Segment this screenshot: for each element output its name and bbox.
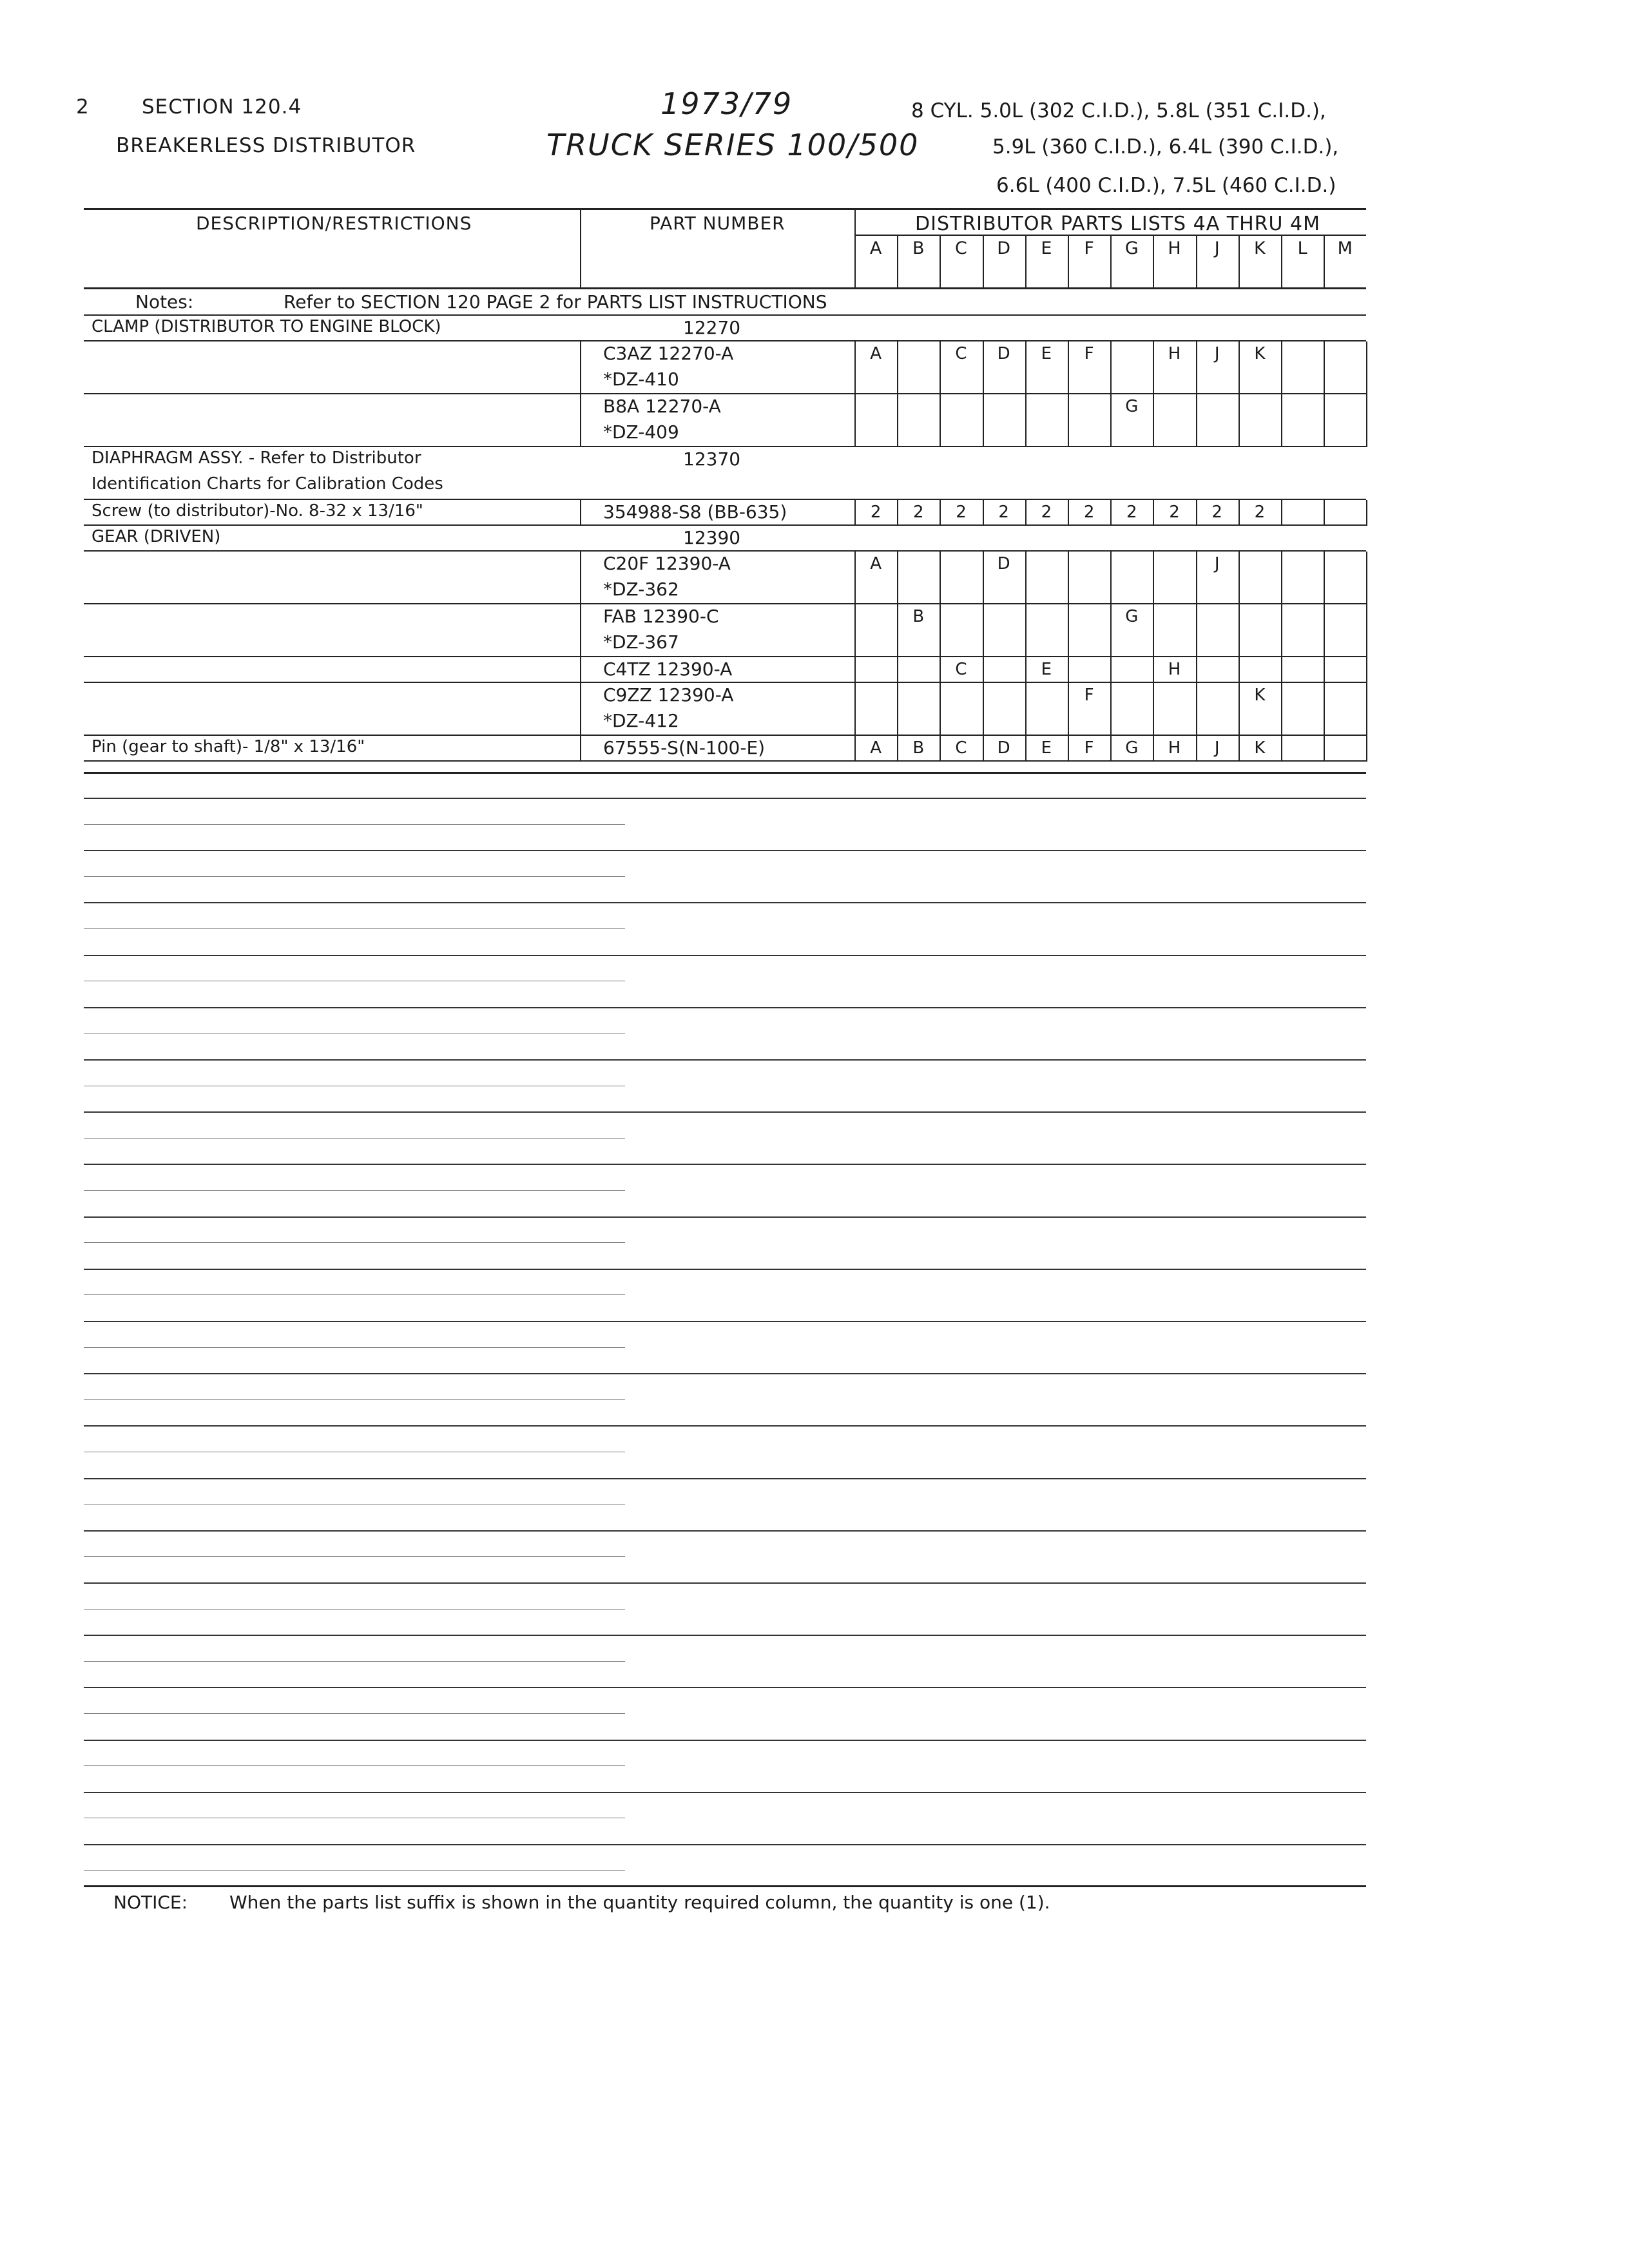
qty-grid-line [1324, 604, 1325, 657]
blank-line [84, 1164, 1366, 1165]
row-part-number: C4TZ 12390-A [603, 658, 733, 680]
list-letter-d: D [997, 238, 1011, 258]
qty-grid-line [940, 552, 941, 604]
row-part-number: 67555-S(N-100-E) [603, 737, 766, 758]
qty-grid-line [854, 604, 856, 657]
blank-line [84, 1870, 625, 1871]
qty-grid-line [1324, 683, 1325, 736]
blank-line [84, 1216, 1366, 1218]
qty-grid-line [1110, 394, 1112, 447]
qty-grid-line [1324, 341, 1325, 394]
blank-line [84, 955, 1366, 956]
engine-line-2: 5.9L (360 C.I.D.), 6.4L (390 C.I.D.), [992, 135, 1339, 159]
qty-grid-line [983, 394, 984, 447]
blank-line [84, 850, 1366, 851]
qty-grid-line [1196, 683, 1197, 736]
qty-grid-line [1153, 394, 1154, 447]
qty-grid-line [897, 657, 898, 683]
qty-grid-line [940, 341, 941, 394]
row-part-number: FAB 12390-C [603, 606, 719, 627]
blank-line [84, 1269, 1366, 1270]
qty-grid-line [854, 341, 856, 394]
qty-cell-h: 2 [1169, 503, 1180, 522]
qty-grid-line [1366, 341, 1367, 394]
blank-line [84, 1347, 625, 1348]
qty-grid-line [1324, 500, 1325, 526]
row-rule [84, 499, 580, 500]
list-letter-divider [897, 236, 898, 287]
qty-grid-line [1110, 657, 1112, 683]
qty-cell-j: J [1214, 344, 1220, 363]
qty-grid-line [1281, 394, 1282, 447]
qty-grid-line [897, 604, 898, 657]
qty-grid-line [1153, 341, 1154, 394]
section-title: BREAKERLESS DISTRIBUTOR [116, 134, 416, 157]
qty-grid-line [1110, 341, 1112, 394]
qty-grid-line [1153, 500, 1154, 526]
qty-cell-c: C [955, 344, 967, 363]
qty-cell-d: D [997, 344, 1010, 363]
blank-line [84, 1765, 625, 1766]
blank-line [84, 824, 625, 825]
list-letter-divider [1025, 236, 1027, 287]
table-bottom-rule [84, 772, 1366, 774]
qty-cell-k: 2 [1254, 503, 1266, 522]
qty-grid-line [983, 341, 984, 394]
qty-grid-line [1196, 500, 1197, 526]
qty-grid-line [1281, 657, 1282, 683]
qty-grid-line [897, 394, 898, 447]
qty-grid-line [1068, 657, 1069, 683]
qty-cell-b: B [912, 607, 925, 626]
blank-line [84, 1059, 1366, 1061]
qty-grid-line [1281, 341, 1282, 394]
list-letter-divider [983, 236, 984, 287]
row-rule-right [580, 340, 1366, 341]
qty-grid-line [983, 604, 984, 657]
blank-line [84, 1373, 1366, 1374]
qty-grid-line [1281, 736, 1282, 762]
row-description: CLAMP (DISTRIBUTOR TO ENGINE BLOCK) [92, 317, 441, 336]
row-part-number-code: *DZ-367 [603, 631, 679, 653]
blank-line [84, 1844, 1366, 1845]
qty-grid-line [940, 394, 941, 447]
blank-line [84, 1294, 625, 1295]
blank-line [84, 1740, 1366, 1741]
qty-grid-line [1239, 394, 1240, 447]
qty-grid-line [1025, 500, 1027, 526]
qty-grid-line [1068, 683, 1069, 736]
row-part-number: B8A 12270-A [603, 396, 721, 417]
qty-grid-line [1068, 736, 1069, 762]
qty-grid-line [940, 604, 941, 657]
qty-grid-line [1239, 500, 1240, 526]
blank-line [84, 1111, 1366, 1113]
qty-cell-h: H [1168, 344, 1181, 363]
notice-text: When the parts list suffix is shown in the quantity required column, the quantity is one (1). [229, 1892, 1050, 1913]
row-part-number: C3AZ 12270-A [603, 343, 734, 364]
qty-grid-line [983, 552, 984, 604]
blank-line [84, 1530, 1366, 1532]
row-part-number: 12370 [683, 448, 741, 470]
qty-grid-line [1153, 683, 1154, 736]
engine-line-3: 6.6L (400 C.I.D.), 7.5L (460 C.I.D.) [996, 174, 1336, 197]
qty-cell-h: H [1168, 738, 1181, 758]
blank-line [84, 1556, 625, 1557]
qty-grid-line [1366, 552, 1367, 604]
row-rule [84, 735, 1366, 736]
qty-cell-g: G [1125, 397, 1139, 416]
qty-cell-a: A [870, 738, 882, 758]
row-part-number-code: *DZ-410 [603, 369, 679, 390]
blank-line [84, 1713, 625, 1714]
qty-cell-e: E [1041, 660, 1052, 679]
qty-grid-line [854, 552, 856, 604]
list-letter-g: G [1124, 238, 1139, 258]
qty-grid-line [1068, 604, 1069, 657]
row-rule [84, 682, 1366, 683]
qty-cell-g: G [1125, 738, 1139, 758]
list-letter-e: E [1041, 238, 1052, 258]
list-letter-divider [1068, 236, 1069, 287]
section-number: SECTION 120.4 [142, 95, 302, 119]
qty-cell-e: E [1041, 738, 1052, 758]
qty-grid-line [1025, 683, 1027, 736]
qty-grid-line [1196, 341, 1197, 394]
qty-grid-line [940, 657, 941, 683]
qty-grid-line [897, 341, 898, 394]
row-description: Pin (gear to shaft)- 1/8" x 13/16" [92, 737, 365, 756]
qty-grid-line [1239, 552, 1240, 604]
notes-text: Refer to SECTION 120 PAGE 2 for PARTS LIST INSTRUCTIONS [284, 291, 827, 312]
header-block [84, 210, 1366, 289]
pn-col-divider [580, 604, 581, 657]
blank-line [84, 1687, 1366, 1688]
row-rule [84, 656, 1366, 657]
qty-cell-g: 2 [1126, 503, 1137, 522]
qty-cell-d: 2 [998, 503, 1009, 522]
qty-grid-line [1366, 604, 1367, 657]
qty-cell-d: D [997, 554, 1010, 573]
qty-cell-k: K [1254, 686, 1266, 705]
list-letter-divider [1239, 236, 1240, 287]
qty-grid-line [983, 683, 984, 736]
blank-line [84, 902, 1366, 903]
qty-cell-c: 2 [956, 503, 967, 522]
pn-col-divider [580, 657, 581, 683]
list-letter-b: B [912, 238, 925, 258]
list-letter-f: F [1084, 238, 1094, 258]
qty-cell-k: K [1254, 344, 1266, 363]
qty-grid-line [1366, 500, 1367, 526]
blank-line [84, 1661, 625, 1662]
qty-cell-e: E [1041, 344, 1052, 363]
qty-grid-line [1239, 657, 1240, 683]
qty-grid-line [983, 500, 984, 526]
qty-grid-line [1239, 736, 1240, 762]
qty-grid-line [1196, 657, 1197, 683]
row-part-number-code: *DZ-412 [603, 710, 679, 731]
qty-grid-line [1068, 394, 1069, 447]
qty-grid-line [1281, 552, 1282, 604]
qty-cell-f: 2 [1083, 503, 1095, 522]
qty-grid-line [1239, 341, 1240, 394]
qty-grid-line [1025, 604, 1027, 657]
row-description-line-2: Identification Charts for Calibration Codes [92, 474, 443, 494]
blank-line [84, 1007, 1366, 1008]
qty-grid-line [1153, 604, 1154, 657]
qty-grid-line [1068, 341, 1069, 394]
qty-grid-line [1324, 736, 1325, 762]
qty-cell-d: D [997, 738, 1010, 758]
blank-line [84, 1582, 1366, 1584]
qty-grid-line [1366, 394, 1367, 447]
qty-grid-line [1239, 683, 1240, 736]
row-description: Screw (to distributor)-No. 8-32 x 13/16" [92, 501, 423, 521]
blank-line [84, 1478, 1366, 1479]
row-part-number: 354988-S8 (BB-635) [603, 501, 787, 523]
qty-grid-line [1025, 736, 1027, 762]
qty-cell-f: F [1084, 686, 1094, 705]
qty-grid-line [1196, 604, 1197, 657]
pn-col-divider [580, 736, 581, 762]
pn-col-divider [580, 552, 581, 604]
row-part-number-code: *DZ-362 [603, 579, 679, 600]
qty-grid-line [897, 736, 898, 762]
qty-grid-line [854, 500, 856, 526]
qty-grid-line [1366, 657, 1367, 683]
qty-grid-line [1196, 394, 1197, 447]
pn-col-divider [580, 341, 581, 394]
qty-cell-a: A [870, 554, 882, 573]
model-years: 1973/79 [660, 86, 793, 121]
qty-grid-line [1196, 552, 1197, 604]
qty-grid-line [1366, 683, 1367, 736]
qty-grid-line [983, 657, 984, 683]
list-letter-c: C [955, 238, 967, 258]
qty-grid-line [1366, 736, 1367, 762]
blank-line [84, 1635, 1366, 1636]
blank-line [84, 798, 1366, 799]
qty-grid-line [940, 736, 941, 762]
qty-grid-line [1068, 552, 1069, 604]
row-part-number-code: *DZ-409 [603, 421, 679, 443]
row-part-number: C9ZZ 12390-A [603, 684, 734, 706]
qty-cell-f: F [1084, 344, 1094, 363]
list-letter-j: J [1214, 238, 1220, 258]
blank-line [84, 1792, 1366, 1793]
row-part-number: C20F 12390-A [603, 553, 731, 574]
qty-cell-b: B [912, 738, 925, 758]
list-letter-divider [1153, 236, 1154, 287]
row-description: DIAPHRAGM ASSY. - Refer to Distributor [92, 448, 421, 468]
qty-grid-line [854, 657, 856, 683]
qty-grid-line [940, 683, 941, 736]
blank-line [84, 928, 625, 929]
pn-col-divider [580, 683, 581, 736]
pn-col-divider [580, 394, 581, 447]
row-rule [84, 393, 1366, 394]
row-rule-right [580, 499, 1366, 500]
row-rule-right [580, 550, 1366, 552]
list-letter-divider [1324, 236, 1325, 287]
qty-grid-line [1153, 657, 1154, 683]
qty-grid-line [1068, 500, 1069, 526]
qty-cell-c: C [955, 738, 967, 758]
qty-grid-line [1110, 500, 1112, 526]
qty-cell-b: 2 [913, 503, 924, 522]
qty-grid-line [1110, 604, 1112, 657]
row-rule [84, 550, 580, 552]
qty-grid-line [897, 552, 898, 604]
row-rule [84, 524, 1366, 526]
blank-line [84, 1425, 1366, 1427]
list-letter-divider [1281, 236, 1282, 287]
qty-grid-line [1281, 683, 1282, 736]
qty-grid-line [983, 736, 984, 762]
qty-grid-line [940, 500, 941, 526]
qty-cell-j: 2 [1211, 503, 1222, 522]
row-part-number: 12270 [683, 317, 741, 338]
qty-grid-line [1025, 394, 1027, 447]
blank-line [84, 1138, 625, 1139]
col-header-divider-1 [580, 210, 581, 287]
blank-line [84, 1190, 625, 1191]
qty-cell-j: J [1214, 554, 1220, 573]
notes-rule [84, 314, 1366, 316]
qty-grid-line [1281, 500, 1282, 526]
qty-cell-j: J [1214, 738, 1220, 758]
list-letter-l: L [1297, 238, 1307, 258]
qty-grid-line [854, 736, 856, 762]
list-letter-divider [940, 236, 941, 287]
qty-grid-line [1153, 552, 1154, 604]
list-letter-divider [1196, 236, 1197, 287]
truck-series: TRUCK SERIES 100/500 [546, 128, 920, 162]
blank-line [84, 1609, 625, 1610]
qty-grid-line [1025, 657, 1027, 683]
qty-grid-line [1239, 604, 1240, 657]
row-part-number: 12390 [683, 527, 741, 548]
engine-line-1: 8 CYL. 5.0L (302 C.I.D.), 5.8L (351 C.I.D.), [911, 99, 1326, 122]
qty-grid-line [1153, 736, 1154, 762]
list-letter-divider [1110, 236, 1112, 287]
notice-label: NOTICE: [113, 1892, 188, 1913]
qty-grid-line [897, 500, 898, 526]
qty-grid-line [1324, 394, 1325, 447]
qty-cell-k: K [1254, 738, 1266, 758]
blank-line [84, 876, 625, 877]
qty-grid-line [1196, 736, 1197, 762]
qty-grid-line [1281, 604, 1282, 657]
qty-grid-line [854, 683, 856, 736]
list-letter-m: M [1337, 238, 1353, 258]
qty-grid-line [1324, 657, 1325, 683]
qty-cell-e: 2 [1041, 503, 1052, 522]
qty-grid-line [1110, 736, 1112, 762]
list-letter-h: H [1168, 238, 1181, 258]
col-header-description: DESCRIPTION/RESTRICTIONS [196, 213, 472, 234]
qty-grid-line [1110, 683, 1112, 736]
col-header-part-number: PART NUMBER [650, 213, 786, 234]
qty-cell-f: F [1084, 738, 1094, 758]
notes-label: Notes: [135, 291, 194, 312]
qty-grid-line [1025, 341, 1027, 394]
qty-grid-line [1025, 552, 1027, 604]
row-rule [84, 446, 1366, 447]
list-letter-a: A [869, 238, 882, 258]
notice-rule [84, 1885, 1366, 1887]
qty-grid-line [854, 394, 856, 447]
blank-line [84, 1321, 1366, 1322]
qty-cell-a: 2 [870, 503, 882, 522]
qty-grid-line [1324, 552, 1325, 604]
pn-col-divider [580, 500, 581, 526]
row-description: GEAR (DRIVEN) [92, 527, 221, 546]
qty-grid-line [1110, 552, 1112, 604]
list-letter-k: K [1254, 238, 1266, 258]
qty-cell-h: H [1168, 660, 1181, 679]
qty-cell-a: A [870, 344, 882, 363]
blank-line [84, 1242, 625, 1243]
row-rule [84, 340, 580, 341]
page-number: 2 [76, 95, 90, 119]
qty-grid-line [897, 683, 898, 736]
qty-cell-c: C [955, 660, 967, 679]
row-rule [84, 760, 1366, 762]
blank-line [84, 1399, 625, 1400]
col-header-lists: DISTRIBUTOR PARTS LISTS 4A THRU 4M [915, 213, 1320, 235]
qty-cell-g: G [1125, 607, 1139, 626]
row-rule [84, 603, 1366, 604]
